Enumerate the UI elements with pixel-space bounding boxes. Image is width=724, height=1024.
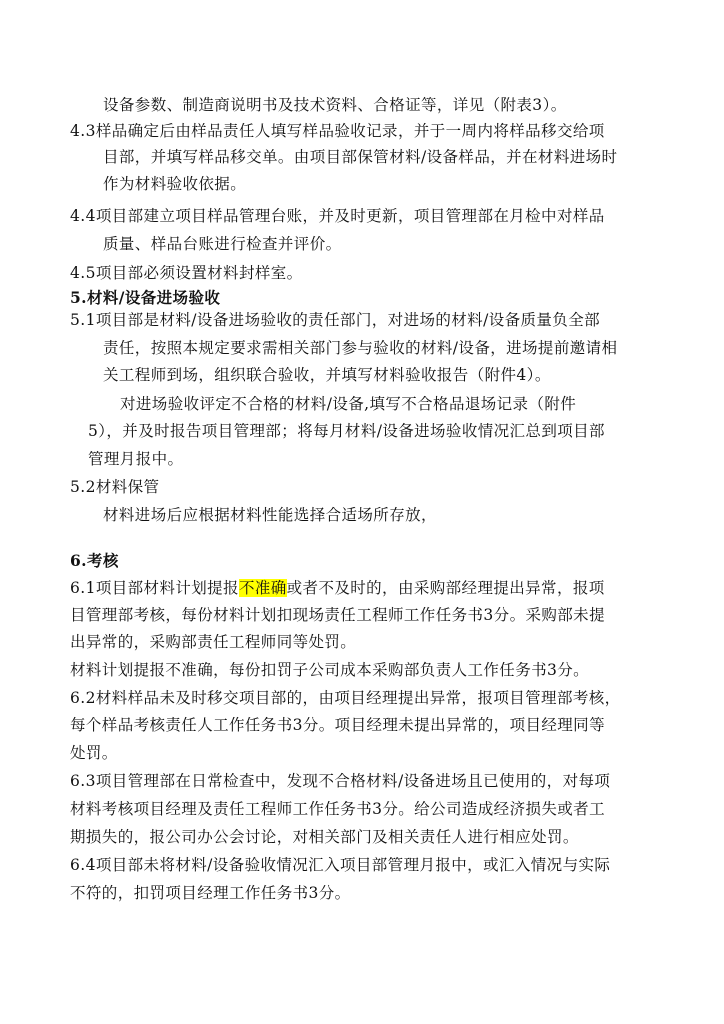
text-line: 期损失的，报公司办公会讨论，对相关部门及相关责任人进行相应处罚。	[70, 828, 579, 846]
text-line: 设备参数、制造商说明书及技术资料、合格证等，详见（附表3）。	[103, 96, 567, 114]
section-heading-6: 6.考核	[70, 551, 119, 570]
text-line: 质量、样品台账进行检查并评价。	[103, 235, 342, 253]
text-line: 出异常的，采购部责任工程师同等处罚。	[70, 633, 357, 651]
text-run: 6.1项目部材料计划提报	[70, 579, 239, 597]
text-line: 目部，并填写样品移交单。由项目部保管材料/设备样品，并在材料进场时	[103, 148, 618, 166]
text-line: 不符的，扣罚项目经理工作任务书3分。	[70, 884, 351, 902]
text-line: 责任，按照本规定要求需相关部门参与验收的材料/设备，进场提前邀请相	[103, 339, 618, 357]
section-heading-5: 5.材料/设备进场验收	[70, 288, 221, 307]
clause-4-5: 4.5项目部必须设置材料封样室。	[70, 264, 303, 282]
text-line: 作为材料验收依据。	[103, 175, 247, 193]
clause-4-3: 4.3样品确定后由样品责任人填写样品验收记录，并于一周内将样品移交给项	[70, 122, 605, 140]
text-line: 每个样品考核责任人工作任务书3分。项目经理未提出异常的，项目经理同等	[70, 716, 605, 734]
text-line: 对进场验收评定不合格的材料/设备,填写不合格品退场记录（附件	[120, 395, 577, 413]
text-line: 材料进场后应根据材料性能选择合适场所存放，	[103, 506, 437, 524]
text-line: 5），并及时报告项目管理部；将每月材料/设备进场验收情况汇总到项目部	[88, 422, 605, 440]
highlighted-text: 不准确	[238, 579, 287, 597]
text-line: 管理月报中。	[88, 450, 184, 468]
text-line: 处罚。	[70, 744, 118, 762]
clause-6-1	[70, 578, 605, 598]
text-line: 目管理部考核，每份材料计划扣现场责任工程师工作任务书3分。采购部未提	[70, 606, 605, 624]
clause-6-4: 6.4项目部未将材料/设备验收情况汇入项目部管理月报中，或汇入情况与实际	[70, 856, 611, 874]
text-line: 材料计划提报不准确，每份扣罚子公司成本采购部负责人工作任务书3分。	[70, 661, 590, 679]
clause-5-2: 5.2材料保管	[70, 478, 160, 496]
text-run: 或者不及时的，由采购部经理提出异常，报项	[286, 579, 605, 597]
text-line: 材料考核项目经理及责任工程师工作任务书3分。给公司造成经济损失或者工	[70, 800, 605, 818]
clause-6-2: 6.2材料样品未及时移交项目部的，由项目经理提出异常，报项目管理部考核，	[70, 689, 621, 707]
clause-4-4: 4.4项目部建立项目样品管理台账，并及时更新，项目管理部在月检中对样品	[70, 207, 605, 225]
clause-5-1: 5.1项目部是材料/设备进场验收的责任部门，对进场的材料/设备质量负全部	[70, 311, 600, 329]
text-line: 关工程师到场，组织联合验收，并填写材料验收报告（附件4）。	[103, 366, 551, 384]
clause-6-3: 6.3项目管理部在日常检查中，发现不合格材料/设备进场且已使用的，对每项	[70, 772, 611, 790]
